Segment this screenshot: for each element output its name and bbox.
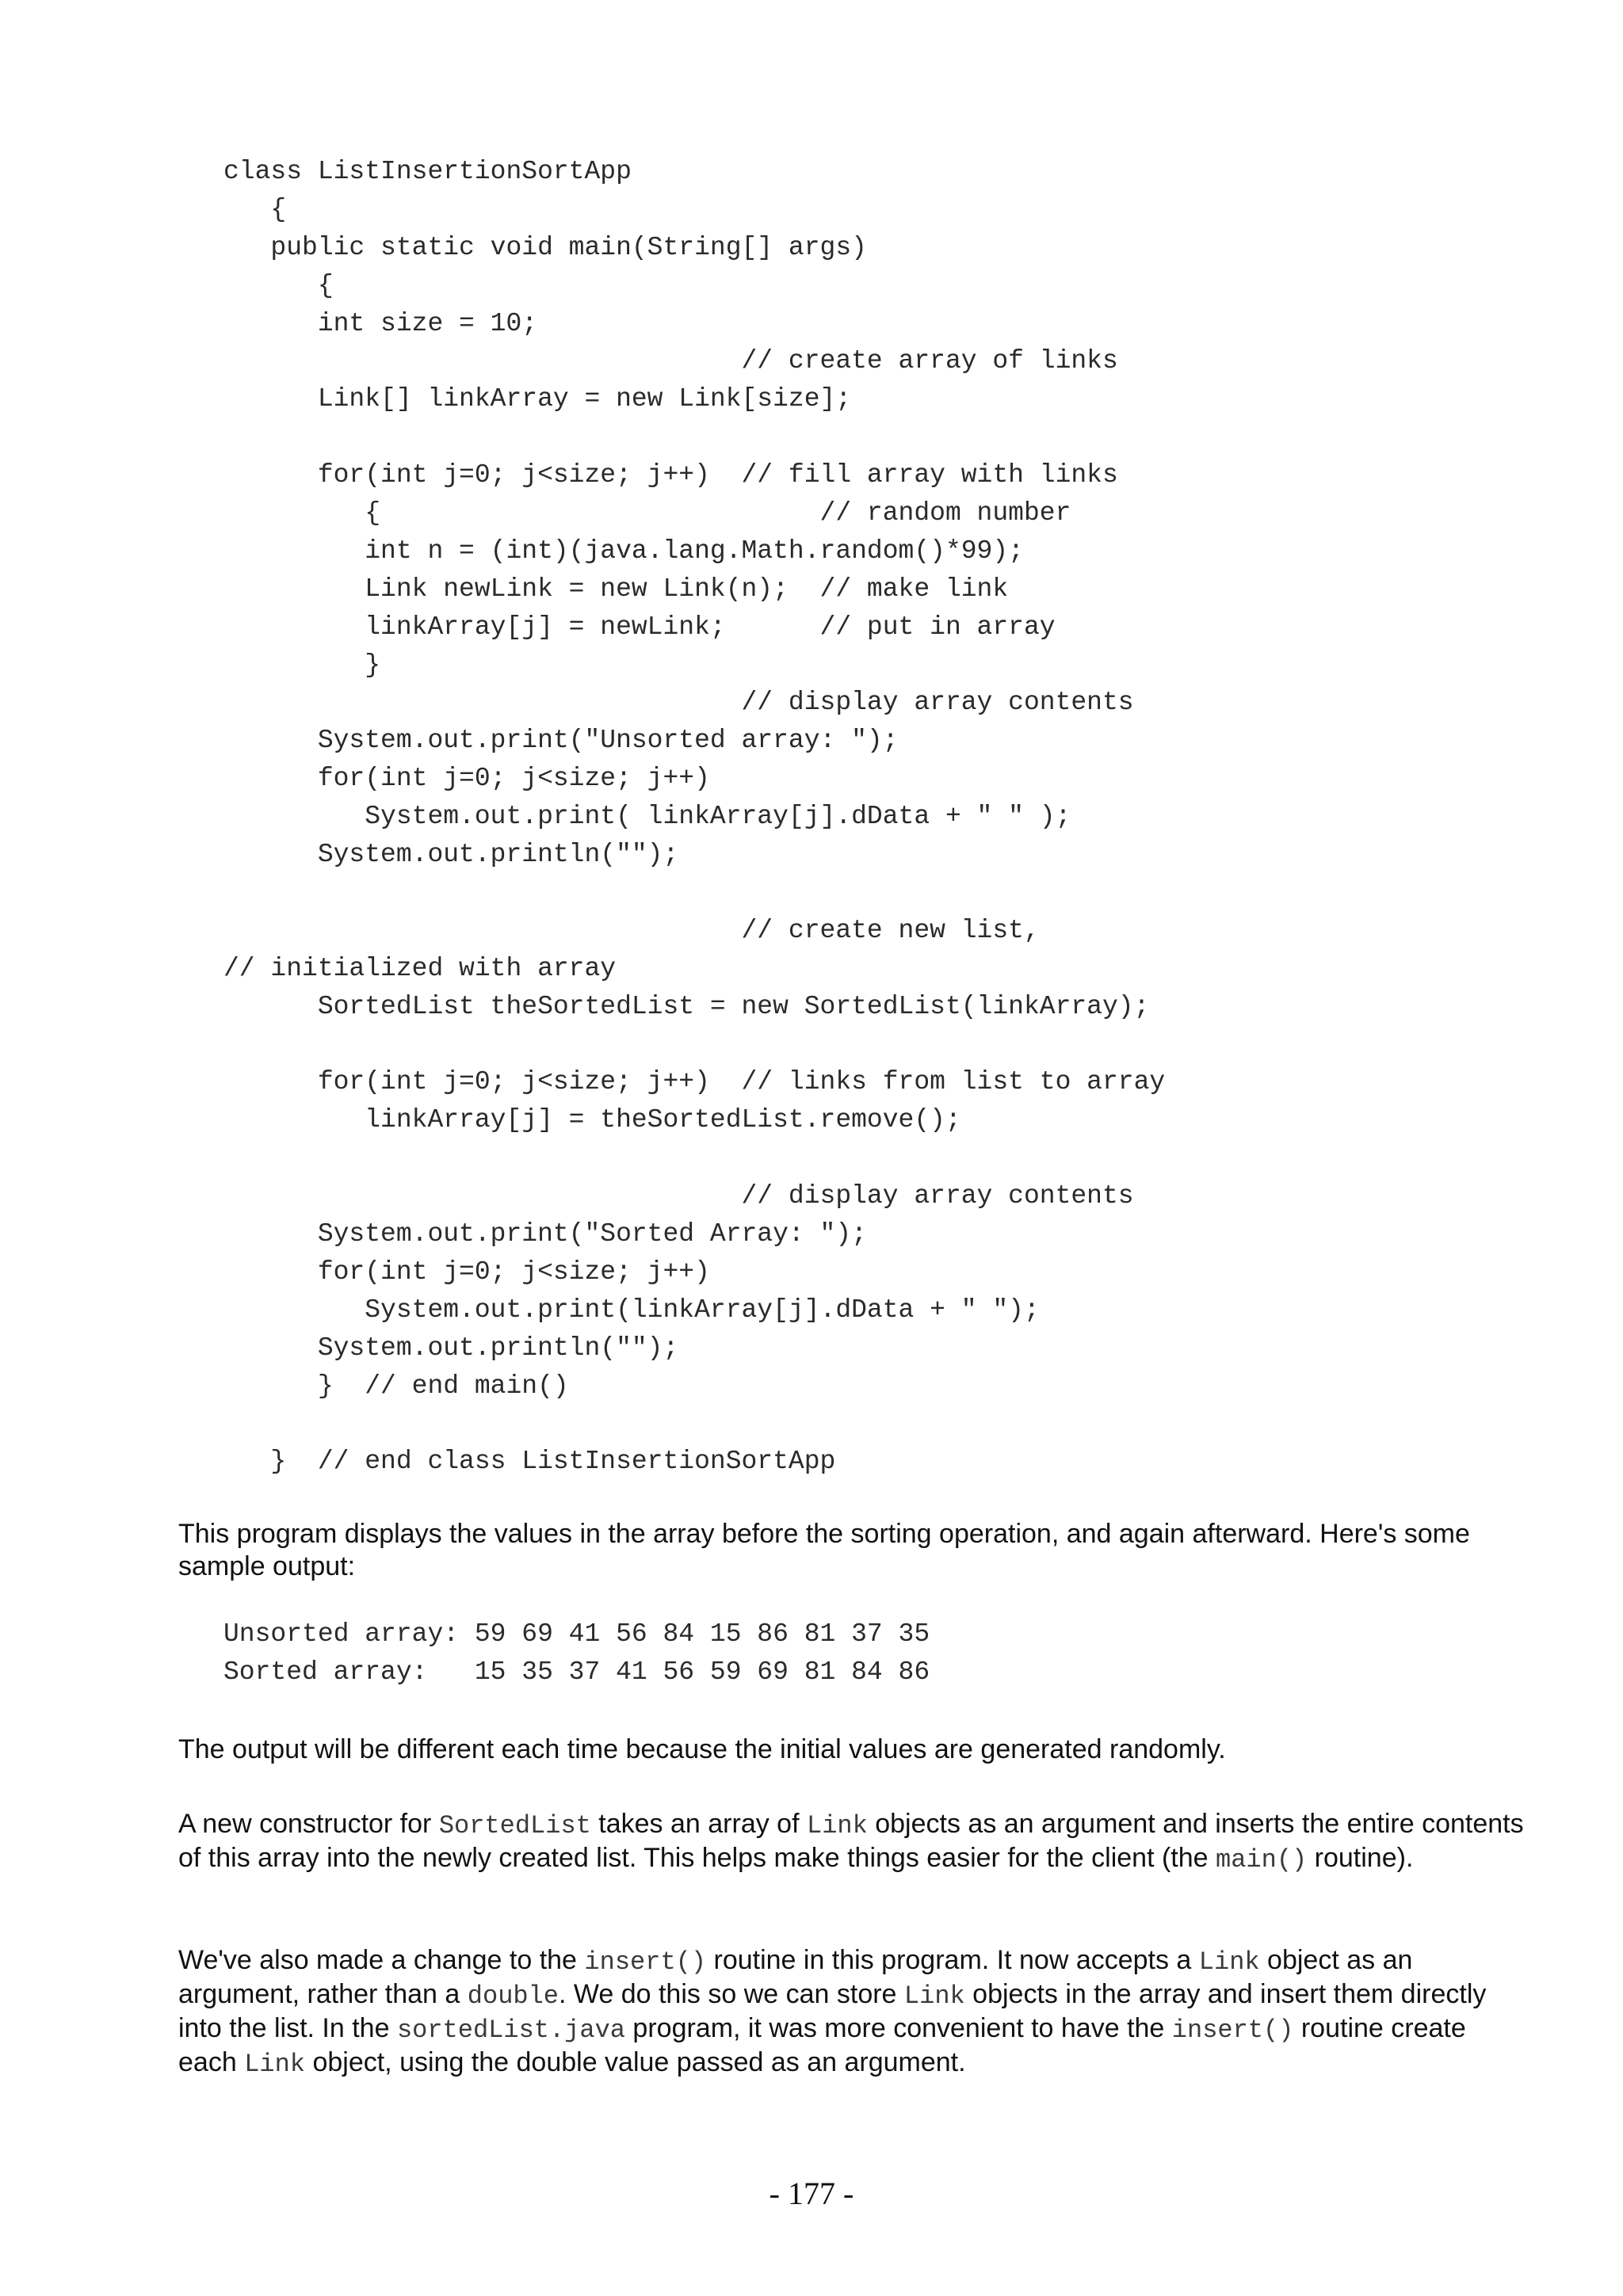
code-line: linkArray[j] = newLink; // put in array — [223, 612, 1056, 642]
code-line: { // random number — [223, 498, 1071, 528]
text-run: We've also made a change to the — [178, 1945, 585, 1975]
code-line: System.out.println(""); — [223, 1333, 679, 1363]
inline-code: double — [467, 1981, 559, 2011]
inline-code: SortedList — [438, 1811, 591, 1840]
code-line: System.out.print( linkArray[j].dData + " " ); — [223, 802, 1071, 832]
code-line: System.out.print(linkArray[j].dData + " "); — [223, 1295, 1040, 1325]
code-line: // create array of links — [223, 346, 1118, 376]
code-line: Link newLink = new Link(n); // make link — [223, 574, 1009, 604]
code-line — [223, 1025, 1165, 1063]
code-listing — [223, 153, 1165, 1481]
inline-code: main() — [1216, 1845, 1308, 1875]
code-line: // display array contents — [223, 688, 1134, 718]
inline-code: insert() — [1171, 2016, 1294, 2045]
code-line: int size = 10; — [223, 308, 538, 338]
code-line: } — [223, 650, 381, 680]
text-run: objects in the array and insert them directly into the list. In the — [178, 1979, 1487, 2043]
code-line: for(int j=0; j<size; j++) // fill array with links — [223, 460, 1118, 490]
code-line: System.out.println(""); — [223, 840, 679, 870]
inline-code: Link — [244, 2050, 305, 2079]
code-line: class ListInsertionSortApp — [223, 157, 632, 186]
text-run: object as an argument, rather than a — [178, 1945, 1413, 2009]
sample-output-line: Sorted array: 15 35 37 41 56 59 69 81 84 86 — [223, 1657, 930, 1687]
code-line: System.out.print("Sorted Array: "); — [223, 1219, 867, 1249]
inline-code: insert() — [584, 1947, 707, 1977]
text-run: routine). — [1307, 1843, 1414, 1873]
code-line — [223, 1405, 1165, 1443]
code-line: { — [223, 194, 287, 224]
inline-code: Link — [1198, 1947, 1260, 1977]
code-line: linkArray[j] = theSortedList.remove(); — [223, 1105, 961, 1135]
sample-output — [223, 1615, 930, 1691]
text-run: . We do this so we can store — [559, 1979, 904, 2009]
text-run: A new constructor for — [178, 1809, 439, 1839]
sample-output-line: Unsorted array: 59 69 41 56 84 15 86 81 37 35 — [223, 1619, 930, 1649]
inline-code: Link — [806, 1811, 868, 1840]
text-run: program, it was more convenient to have the — [624, 2013, 1172, 2043]
code-line — [223, 874, 1165, 912]
code-line: System.out.print("Unsorted array: "); — [223, 726, 899, 756]
code-line: // create new list, — [223, 915, 1040, 945]
code-line: } // end class ListInsertionSortApp — [223, 1447, 836, 1477]
code-line: SortedList theSortedList = new SortedList(linkArray); — [223, 991, 1150, 1021]
code-line: public static void main(String[] args) — [223, 232, 867, 262]
code-line: for(int j=0; j<size; j++) // links from list to array — [223, 1067, 1166, 1097]
code-line: int n = (int)(java.lang.Math.random()*99); — [223, 536, 1024, 566]
text-run: object, using the double value passed as an argument. — [305, 2047, 966, 2077]
text-run: routine in this program. It now accepts a — [706, 1945, 1199, 1975]
code-line: { — [223, 270, 334, 300]
text-run: takes an array of — [590, 1809, 807, 1839]
code-line: Link[] linkArray = new Link[size]; — [223, 384, 852, 414]
text-run: objects as an argument and inserts the entire contents of this array into the newly created list. This helps make things easier for the client (the — [178, 1809, 1524, 1873]
code-line: for(int j=0; j<size; j++) — [223, 764, 710, 794]
constructor-paragraph — [178, 1808, 1526, 1876]
intro-paragraph: This program displays the values in the array before the sorting operation, and again afterward. Here's some sample output: — [178, 1519, 1470, 1581]
code-line — [223, 418, 1165, 456]
code-line: } // end main() — [223, 1371, 569, 1401]
inline-code: Link — [903, 1981, 965, 2011]
text-run: routine create each — [178, 2013, 1466, 2077]
output-note-paragraph: The output will be different each time because the initial values are generated randomly. — [178, 1734, 1226, 1764]
insert-paragraph — [178, 1944, 1526, 2081]
code-line — [223, 1139, 1165, 1177]
inline-code: sortedList.java — [396, 2016, 625, 2045]
page-number: - 177 - — [769, 2176, 854, 2211]
code-line: for(int j=0; j<size; j++) — [223, 1257, 710, 1287]
code-line: // initialized with array — [223, 953, 617, 983]
code-line: // display array contents — [223, 1181, 1134, 1211]
